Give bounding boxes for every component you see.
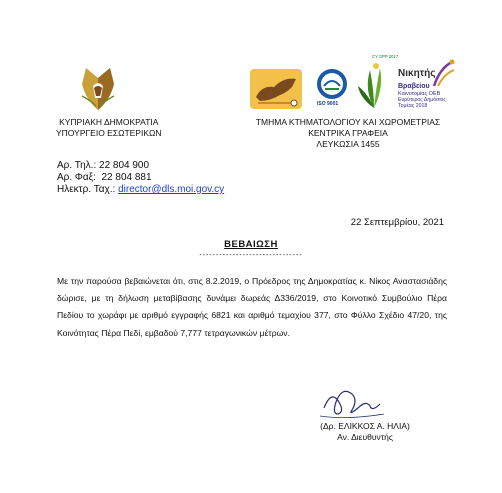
phone-number: Αρ. Τηλ.: 22 804 900 bbox=[57, 160, 150, 171]
nikitis-line-3: Ευρύτερος Δημόσιος bbox=[398, 97, 446, 103]
email-row bbox=[57, 184, 224, 196]
fax-number: Αρ. Φαξ: 22 804 881 bbox=[57, 172, 152, 183]
iso-label: ISO 9001 bbox=[317, 101, 339, 107]
department-line-3: ΛΕΥΚΩΣΙΑ 1455 bbox=[316, 139, 380, 149]
green-leaf-award-icon bbox=[356, 60, 392, 110]
nikitis-line-1: Βραβείου bbox=[398, 83, 430, 90]
signatory-title: Αν. Διευθυντής bbox=[337, 432, 393, 442]
email-link[interactable]: director@dls.moi.gov.cy bbox=[118, 184, 225, 195]
nikitis-line-4: Τομέας 2018 bbox=[398, 103, 428, 109]
contact-block bbox=[57, 160, 224, 196]
document-heading: ΒΕΒΑΙΩΣΗ bbox=[224, 239, 278, 250]
nikitis-line-2: Καινοτομίας ΟΕΒ bbox=[398, 91, 441, 97]
nikitis-swirl-icon bbox=[430, 58, 456, 88]
cyprus-map-badge-icon bbox=[248, 67, 304, 111]
ministry-block bbox=[56, 117, 162, 139]
department-block bbox=[253, 117, 443, 150]
heading-rule: ------------------------------- bbox=[199, 252, 303, 259]
email-label: Ηλεκτρ. Ταχ.: bbox=[57, 184, 119, 195]
iso-9001-logo-icon bbox=[315, 68, 349, 100]
signatory-name: (Δρ. ΕΛΙΚΚΟΣ Α. ΗΛΙΑ) bbox=[320, 421, 410, 431]
department-line-2: ΚΕΝΤΡΙΚΑ ΓΡΑΦΕΙΑ bbox=[308, 128, 388, 138]
ministry-line-2: ΥΠΟΥΡΓΕΙΟ ΕΣΩΤΕΡΙΚΩΝ bbox=[56, 128, 162, 138]
department-line-1: ΤΜΗΜΑ ΚΤΗΜΑΤΟΛΟΓΙΟΥ ΚΑΙ ΧΩΡΟΜΕΤΡΙΑΣ bbox=[255, 117, 441, 127]
certificate-body: Με την παρούσα βεβαιώνεται ότι, στις 8.2.2019, ο Πρόεδρος της Δημοκρατίας κ. Νίκος Αναστασιάδης δώρισε, με τη δήλωση μεταβίβασης δυνάμει δωρεάς Δ336/2019, στο Κοινοτικό Συμβούλιο Πέρα Πεδίου το χωράφι με αριθμό εγγραφής 6821 και αριθμό τεμαχίου 377, στο Φύλλο Σχέδιο 47/20, της Κοινότητας Πέρα Πεδί, εμβαδού 7,777 τετραγωνικών μέτρων. bbox=[57, 276, 447, 338]
cyprus-emblem-icon bbox=[78, 66, 118, 114]
cy-gpp-label: CY GPP 2017 bbox=[372, 54, 399, 59]
ministry-line-1: ΚΥΠΡΙΑΚΗ ΔΗΜΟΚΡΑΤΙΑ bbox=[59, 117, 159, 127]
document-date: 22 Σεπτεμβρίου, 2021 bbox=[350, 217, 444, 228]
handwritten-signature-icon bbox=[318, 378, 386, 422]
nikitis-award-title: Νικητής bbox=[398, 68, 436, 79]
